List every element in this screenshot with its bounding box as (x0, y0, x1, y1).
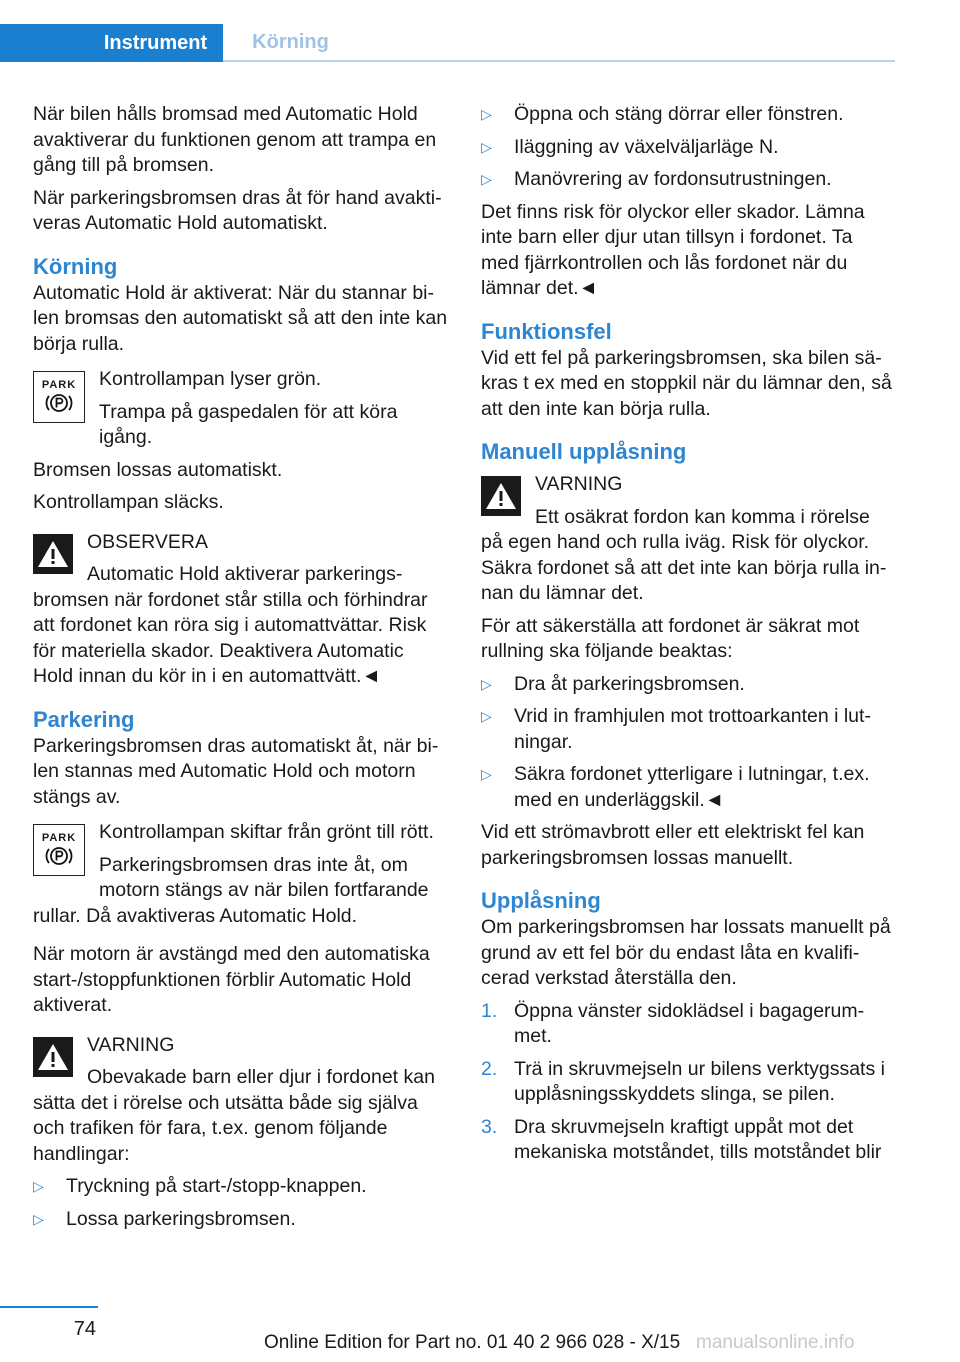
right-column (481, 102, 895, 1173)
list-item-text: Iläggning av växelväljarläge N. (514, 135, 779, 158)
park-brake-icon (33, 371, 85, 423)
list-item (33, 1174, 448, 1200)
paragraph: Bromsen lossas automatiskt. (33, 458, 283, 481)
paragraph: När parkeringsbromsen dras åt för hand avaktiveras Automatic Hold automatiskt. (33, 186, 442, 234)
step-number: 2. (481, 1057, 498, 1080)
park-icon-wrap (33, 371, 85, 423)
paragraph: Kontrollampan släcks. (33, 491, 224, 513)
triangle-right-icon: ▷ (481, 766, 492, 782)
paragraph: Vid ett strömavbrott eller ett elektriskt fel kan parkeringsbromsen lossas manuellt. (481, 821, 865, 869)
heading-funktionsfel: Funktionsfel (481, 318, 612, 344)
paragraph: När bilen hålls bromsad med Automatic Hold avaktiverar du funktionen genom att trampa en gång till på bromsen. (33, 103, 437, 176)
park-icon-label: PARK (41, 832, 77, 844)
heading-manuell-upplasning: Manuell upplåsning (481, 439, 687, 464)
list-item (481, 1115, 895, 1166)
list-item-text: Öppna och stäng dörrar eller fönstren. (514, 103, 844, 125)
warning-triangle-icon (33, 1037, 73, 1077)
triangle-right-icon: ▷ (481, 171, 492, 187)
step-number: 1. (481, 999, 498, 1022)
list-item-text: Lossa parkeringsbromsen. (66, 1207, 296, 1230)
triangle-right-icon: ▷ (481, 106, 492, 122)
footer-edition: Online Edition for Part no. 01 40 2 966 028 - X/15 (264, 1332, 681, 1353)
park-lamp-block-2 (33, 820, 448, 936)
list-item-text: Tryckning på start-/stopp-knappen. (66, 1175, 367, 1197)
paragraph: Kontrollampan lyser grön. (99, 368, 322, 390)
list-item (481, 135, 895, 161)
bullet-list (481, 672, 895, 814)
triangle-right-icon: ▷ (33, 1210, 44, 1227)
varning-text: Obevakade barn eller djur i fordonet kan sätta det i rörelse och utsätta både sig själva och trafiken för fara, t.ex. genom följande handlingar: (33, 1066, 435, 1165)
bullet-list (481, 102, 895, 193)
park-symbol-icon (44, 844, 74, 868)
heading-upplasning: Upplåsning (481, 888, 601, 913)
tab-instrument-label: Instrument (103, 31, 208, 54)
heading-parkering: Parkering (33, 706, 135, 732)
park-lamp-text (99, 367, 448, 458)
list-item-text: Dra åt parkeringsbromsen. (514, 672, 745, 695)
park-icon-label: PARK (41, 379, 77, 391)
paragraph: När motorn är avstängd med den automatiska start-/stoppfunktionen förblir Automatic Hold aktiverat. (33, 943, 430, 1016)
list-item-text: Vrid in framhjulen mot trottoarkanten i lutningar. (514, 705, 871, 753)
step-number: 3. (481, 1115, 498, 1138)
list-item (481, 167, 895, 193)
warning-triangle-icon (33, 534, 73, 574)
footer-rule (0, 1306, 98, 1308)
observera-title: OBSERVERA (87, 530, 209, 553)
numbered-list (481, 999, 895, 1166)
left-column (33, 102, 448, 1239)
triangle-right-icon: ▷ (481, 675, 492, 692)
list-item (481, 672, 895, 698)
paragraph: Kontrollampan skiftar från grönt till rött. (99, 821, 434, 843)
step-text: Dra skruvmejseln kraftigt uppåt mot det mekaniska motståndet, tills motståndet blir (514, 1115, 882, 1163)
bullet-list (33, 1174, 448, 1232)
observera-text: Automatic Hold aktiverar parkeringsbromsen när fordonet står stilla och förhindrar att fordonet kan röra sig i automattvättar. Risk för materiella skador. Deaktivera Automatic Hold innan du kör in i en automattvätt.◄ (33, 563, 428, 687)
paragraph: Parkeringsbromsen dras inte åt, om motorn stängs av när bilen fortfarande rullar. Då avaktiveras Automatic Hold. (33, 853, 429, 927)
paragraph: För att säkerställa att fordonet är säkrat mot rullning ska följande beaktas: (481, 614, 860, 662)
list-item-text: Säkra fordonet ytterligare i lutningar, t.ex. med en underläggskil.◄ (514, 763, 870, 811)
varning-block-left (33, 1033, 448, 1175)
varning-title: VARNING (87, 1033, 175, 1056)
paragraph: Automatic Hold är aktiverat: När du stannar bilen bromsas den automatiskt så att den inte kan börja rulla. (33, 281, 448, 355)
varning-block-right (481, 472, 895, 614)
paragraph: Trampa på gaspedalen för att köra igång. (99, 400, 398, 448)
triangle-right-icon: ▷ (481, 708, 492, 724)
tab-instrument[interactable] (0, 24, 223, 62)
park-lamp-block-1 (33, 367, 448, 458)
list-item (481, 999, 895, 1050)
paragraph: Parkeringsbromsen dras automatiskt åt, när bilen stannas med Automatic Hold och motorn stängs av. (33, 734, 439, 808)
header-tabbar (0, 24, 895, 62)
paragraph: Om parkeringsbromsen har lossats manuellt på grund av ett fel bör du endast låta en kvalificerad verkstad återställa den. (481, 916, 891, 989)
tab-korning[interactable] (223, 24, 358, 60)
list-item (481, 704, 895, 755)
list-item (481, 762, 895, 813)
warning-triangle-icon (481, 476, 521, 516)
watermark: manualsonline.info (696, 1332, 855, 1353)
tab-korning-label: Körning (252, 30, 329, 53)
varning-text: Ett osäkrat fordon kan komma i rörelse på egen hand och rulla iväg. Risk för olyckor. Säkra fordonet så att det inte kan börja rulla innan du lämnar det. (481, 505, 887, 604)
list-item-text: Manövrering av fordonsutrustningen. (514, 168, 832, 190)
paragraph: Vid ett fel på parkeringsbromsen, ska bilen säkras t ex med en stoppkil när du lämnar den, så att den inte kan börja rulla. (481, 346, 892, 420)
park-brake-icon (33, 824, 85, 876)
park-symbol-icon (44, 391, 74, 415)
triangle-right-icon: ▷ (33, 1178, 44, 1194)
heading-korning: Körning (33, 253, 118, 279)
list-item (481, 102, 895, 128)
varning-title: VARNING (535, 473, 623, 495)
tab-underline (223, 60, 895, 62)
list-item (33, 1207, 448, 1233)
observera-block (33, 530, 448, 697)
list-item (481, 1057, 895, 1108)
triangle-right-icon: ▷ (481, 138, 492, 155)
page-number: 74 (73, 1318, 96, 1340)
step-text: Öppna vänster sidoklädsel i bagagerummet. (514, 999, 865, 1047)
paragraph: Det finns risk för olyckor eller skador. Lämna inte barn eller djur utan tillsyn i fordonet. Ta med fjärrkontrollen och lås fordonet när du lämnar det.◄ (481, 200, 865, 299)
step-text: Trä in skruvmejseln ur bilens verktygssats i upplåsningsskyddets slinga, se pilen. (514, 1057, 885, 1105)
